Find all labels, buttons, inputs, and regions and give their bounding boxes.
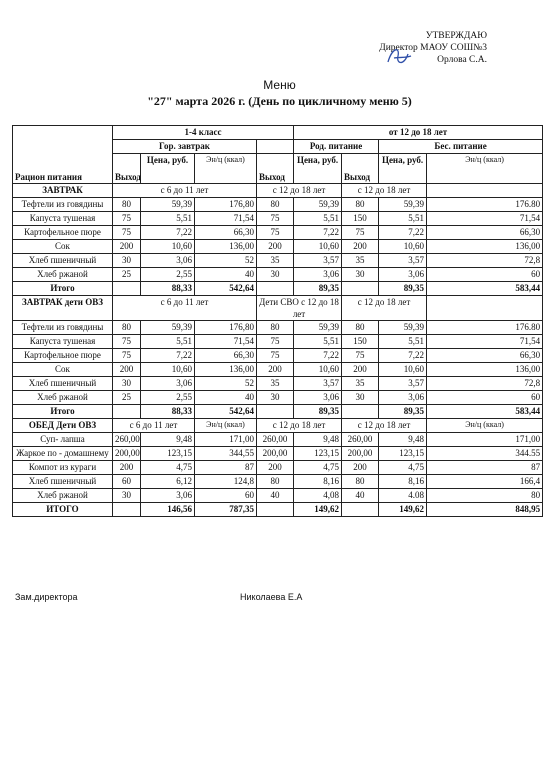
dish-name: Картофельное пюре (13, 349, 113, 363)
table-cell: 7,22 (294, 349, 342, 363)
table-cell: 30 (113, 254, 141, 268)
table-cell: 30 (113, 489, 141, 503)
table-cell: 75 (257, 335, 294, 349)
dish-name: Компот из кураги (13, 461, 113, 475)
table-row (13, 212, 543, 226)
table-cell: 4,75 (294, 461, 342, 475)
table-cell: 3,57 (294, 377, 342, 391)
table-cell: 200 (257, 363, 294, 377)
dish-name: Хлеб пшеничный (13, 254, 113, 268)
table-cell: 4,08 (294, 489, 342, 503)
total-row (13, 282, 543, 296)
table-cell: 171,00 (427, 433, 543, 447)
table-cell: 75 (342, 226, 379, 240)
table-cell: 72,8 (427, 254, 543, 268)
age-range: с 6 до 11 лет (113, 419, 195, 433)
table-cell: 200 (342, 363, 379, 377)
table-cell: 344,55 (195, 447, 257, 461)
section-header-row (13, 184, 543, 198)
table-row (13, 447, 543, 461)
table-cell: 3,57 (294, 254, 342, 268)
table-cell: 80 (113, 321, 141, 335)
table-cell: 35 (257, 377, 294, 391)
table-cell: 200 (342, 240, 379, 254)
table-cell: 5,51 (141, 212, 195, 226)
table-cell: 35 (342, 254, 379, 268)
table-cell: 150 (342, 335, 379, 349)
table-cell: 200 (113, 363, 141, 377)
table-cell: 8,16 (379, 475, 427, 489)
col-energy: Эн/ц (ккал) (195, 419, 257, 433)
total-cell: 583,44 (427, 282, 543, 296)
table-cell: 200 (113, 461, 141, 475)
table-cell: 80 (427, 489, 543, 503)
table-cell: 59,39 (379, 321, 427, 335)
table-cell: 7,22 (141, 226, 195, 240)
col-energy: Эн/ц (ккал) (427, 419, 543, 433)
section-header-row (13, 296, 543, 321)
table-cell: 80 (342, 475, 379, 489)
age-range: с 6 до 11 лет (113, 296, 257, 321)
table-cell: 30 (342, 268, 379, 282)
table-cell: 30 (342, 391, 379, 405)
table-cell: 66,30 (195, 349, 257, 363)
table-cell: 3,06 (294, 391, 342, 405)
age-range: с 6 до 11 лет (113, 184, 257, 198)
col-vyhod: Выход (113, 154, 141, 184)
table-cell: 260,00 (113, 433, 141, 447)
total-cell (257, 405, 294, 419)
total-cell: 88,33 (141, 405, 195, 419)
table-cell: 10,60 (141, 240, 195, 254)
table-cell: 5,51 (379, 212, 427, 226)
section-header-row (13, 419, 543, 433)
table-cell: 59,39 (379, 198, 427, 212)
col-price: Цена, руб. (379, 154, 427, 184)
total-cell: 542,64 (195, 282, 257, 296)
dish-name: Хлеб ржаной (13, 268, 113, 282)
table-row (13, 461, 543, 475)
table-cell: 80 (257, 475, 294, 489)
col-vyhod: Выход (257, 154, 294, 184)
age-range: с 12 до 18 лет (342, 296, 427, 321)
table-cell: 75 (257, 349, 294, 363)
dish-name: Тефтели из говядины (13, 198, 113, 212)
table-cell: 40 (342, 489, 379, 503)
table-cell: 200,00 (257, 447, 294, 461)
footer-signature-name: Николаева Е.А (240, 592, 303, 602)
group-header-12-18: от 12 до 18 лет (294, 126, 543, 140)
table-row (13, 349, 543, 363)
table-cell: 200 (113, 240, 141, 254)
dish-name: Суп- лапша (13, 433, 113, 447)
subheader-rod-pitanie: Род. питание (294, 140, 379, 154)
table-cell: 8,16 (294, 475, 342, 489)
table-cell: 3,57 (379, 377, 427, 391)
table-cell: 10,60 (141, 363, 195, 377)
table-cell: 7,22 (379, 349, 427, 363)
total-cell (113, 282, 141, 296)
table-cell: 66,30 (195, 226, 257, 240)
table-cell: 71,54 (195, 335, 257, 349)
dish-name: Хлеб ржаной (13, 391, 113, 405)
col-price: Цена, руб. (141, 154, 195, 184)
section-title: ЗАВТРАК (13, 184, 113, 198)
table-row (13, 268, 543, 282)
total-cell: 89,35 (294, 405, 342, 419)
table-cell: 66,30 (427, 226, 543, 240)
table-row (13, 475, 543, 489)
table-cell: 30 (257, 391, 294, 405)
table-cell: 59,39 (141, 321, 195, 335)
table-cell: 75 (113, 335, 141, 349)
total-cell (342, 405, 379, 419)
table-cell: 176.80 (427, 321, 543, 335)
total-cell: 787,35 (195, 503, 257, 517)
table-cell: 3,57 (379, 254, 427, 268)
total-cell (257, 503, 294, 517)
dish-name: Жаркое по - домашнему (13, 447, 113, 461)
table-cell: 176,80 (195, 321, 257, 335)
table-cell: 10,60 (294, 240, 342, 254)
total-cell (257, 282, 294, 296)
total-cell (113, 503, 141, 517)
dish-name: Картофельное пюре (13, 226, 113, 240)
table-row (13, 254, 543, 268)
empty-cell (427, 296, 543, 321)
dish-name: Хлеб пшеничный (13, 377, 113, 391)
age-range: с 12 до 18 лет (342, 184, 427, 198)
table-cell: 80 (257, 321, 294, 335)
table-cell: 75 (113, 349, 141, 363)
table-cell: 136,00 (195, 240, 257, 254)
empty-cell (427, 184, 543, 198)
total-row (13, 503, 543, 517)
table-cell: 136,00 (427, 363, 543, 377)
table-row (13, 489, 543, 503)
group-header-1-4: 1-4 класс (113, 126, 294, 140)
table-row (13, 391, 543, 405)
table-row (13, 321, 543, 335)
table-cell: 60 (195, 489, 257, 503)
total-cell: 583,44 (427, 405, 543, 419)
total-cell: 89,35 (294, 282, 342, 296)
total-cell: 88,33 (141, 282, 195, 296)
table-cell: 4,75 (141, 461, 195, 475)
table-cell: 9,48 (294, 433, 342, 447)
table-cell: 30 (113, 377, 141, 391)
total-cell: 149,62 (379, 503, 427, 517)
table-row (13, 363, 543, 377)
total-cell (113, 405, 141, 419)
table-cell: 80 (342, 321, 379, 335)
total-cell (342, 282, 379, 296)
table-cell: 10,60 (379, 240, 427, 254)
section-title: ОБЕД Дети ОВЗ (13, 419, 113, 433)
table-cell: 3,06 (141, 254, 195, 268)
table-cell: 123,15 (141, 447, 195, 461)
table-cell: 2,55 (141, 391, 195, 405)
table-row (13, 433, 543, 447)
col-vyhod: Выход (342, 154, 379, 184)
table-cell: 66,30 (427, 349, 543, 363)
table-cell: 3,06 (294, 268, 342, 282)
table-cell: 7,22 (141, 349, 195, 363)
table-cell: 71,54 (427, 212, 543, 226)
table-cell: 87 (427, 461, 543, 475)
table-cell: 80 (113, 198, 141, 212)
table-row (13, 377, 543, 391)
table-cell: 123,15 (294, 447, 342, 461)
total-cell: 848,95 (427, 503, 543, 517)
table-cell: 60 (113, 475, 141, 489)
table-cell: 25 (113, 391, 141, 405)
table-cell: 136,00 (427, 240, 543, 254)
subheader-bes-pitanie: Бес. питание (379, 140, 543, 154)
age-range: с 12 до 18 лет (257, 419, 342, 433)
total-cell: 542,64 (195, 405, 257, 419)
ration-header: Рацион питания (13, 126, 113, 184)
total-label: ИТОГО (13, 503, 113, 517)
menu-table (12, 125, 543, 517)
table-cell: 171,00 (195, 433, 257, 447)
table-cell: 40 (195, 268, 257, 282)
approval-position: Директор МАОУ СОШ№3 (379, 43, 487, 53)
table-row (13, 226, 543, 240)
dish-name: Хлеб пшеничный (13, 475, 113, 489)
col-energy: Эн/ц (ккал) (195, 154, 257, 184)
table-cell: 6,12 (141, 475, 195, 489)
age-range: с 12 до 18 лет (342, 419, 427, 433)
table-cell: 75 (257, 212, 294, 226)
table-cell: 3,06 (379, 268, 427, 282)
table-cell: 25 (113, 268, 141, 282)
table-cell: 4.08 (379, 489, 427, 503)
table-cell: 40 (257, 489, 294, 503)
table-cell: 59,39 (294, 198, 342, 212)
total-cell: 89,35 (379, 405, 427, 419)
signature-icon (384, 42, 414, 72)
total-label: Итого (13, 405, 113, 419)
table-cell: 200,00 (342, 447, 379, 461)
table-cell: 72,8 (427, 377, 543, 391)
table-cell: 123,15 (379, 447, 427, 461)
subheader-gor-zavtrak: Гор. завтрак (113, 140, 257, 154)
table-cell: 52 (195, 377, 257, 391)
dish-name: Хлеб ржаной (13, 489, 113, 503)
table-cell: 5,51 (294, 335, 342, 349)
table-cell: 60 (427, 268, 543, 282)
table-cell: 5,51 (379, 335, 427, 349)
table-row (13, 335, 543, 349)
table-cell: 30 (257, 268, 294, 282)
table-cell: 7,22 (379, 226, 427, 240)
table-cell: 176.80 (427, 198, 543, 212)
table-cell: 35 (257, 254, 294, 268)
table-cell: 2,55 (141, 268, 195, 282)
table-row (13, 240, 543, 254)
table-cell: 75 (113, 226, 141, 240)
table-cell: 9,48 (141, 433, 195, 447)
col-energy: Эн/ц (ккал) (427, 154, 543, 184)
table-cell: 200,00 (113, 447, 141, 461)
table-cell: 10,60 (294, 363, 342, 377)
table-cell: 87 (195, 461, 257, 475)
table-cell: 75 (113, 212, 141, 226)
table-cell: 40 (195, 391, 257, 405)
table-cell: 260,00 (257, 433, 294, 447)
table-cell: 166,4 (427, 475, 543, 489)
table-cell: 200 (257, 240, 294, 254)
section-title: ЗАВТРАК дети ОВЗ (13, 296, 113, 321)
table-cell: 52 (195, 254, 257, 268)
table-row (13, 198, 543, 212)
dish-name: Сок (13, 240, 113, 254)
table-cell: 176,80 (195, 198, 257, 212)
table-cell: 260,00 (342, 433, 379, 447)
approval-title: УТВЕРЖДАЮ (425, 31, 487, 41)
total-label: Итого (13, 282, 113, 296)
table-cell: 124,8 (195, 475, 257, 489)
table-cell: 5,51 (141, 335, 195, 349)
table-cell: 75 (257, 226, 294, 240)
table-cell: 3,06 (379, 391, 427, 405)
table-cell: 71,54 (427, 335, 543, 349)
page-title: Меню (263, 78, 296, 92)
page-subtitle: "27" марта 2026 г. (День по цикличному меню 5) (147, 94, 412, 108)
table-cell: 4,75 (379, 461, 427, 475)
table-cell: 7,22 (294, 226, 342, 240)
table-cell: 3,06 (141, 377, 195, 391)
empty-cell (257, 140, 294, 154)
table-cell: 136,00 (195, 363, 257, 377)
table-cell: 80 (342, 198, 379, 212)
table-cell: 5,51 (294, 212, 342, 226)
table-cell: 10,60 (379, 363, 427, 377)
table-cell: 200 (257, 461, 294, 475)
table-cell: 60 (427, 391, 543, 405)
table-cell: 59,39 (141, 198, 195, 212)
approval-name: Орлова С.А. (437, 55, 487, 65)
table-cell: 150 (342, 212, 379, 226)
total-cell: 146,56 (141, 503, 195, 517)
age-range: Дети СВО с 12 до 18 лет (257, 296, 342, 321)
total-cell: 149,62 (294, 503, 342, 517)
dish-name: Тефтели из говядины (13, 321, 113, 335)
dish-name: Капуста тушеная (13, 212, 113, 226)
table-cell: 75 (342, 349, 379, 363)
table-cell: 200 (342, 461, 379, 475)
table-cell: 344.55 (427, 447, 543, 461)
table-cell: 9,48 (379, 433, 427, 447)
total-cell: 89,35 (379, 282, 427, 296)
dish-name: Капуста тушеная (13, 335, 113, 349)
table-cell: 80 (257, 198, 294, 212)
total-cell (342, 503, 379, 517)
table-cell: 3,06 (141, 489, 195, 503)
footer-position: Зам.директора (15, 592, 78, 602)
age-range: с 12 до 18 лет (257, 184, 342, 198)
total-row (13, 405, 543, 419)
table-cell: 59,39 (294, 321, 342, 335)
table-cell: 71,54 (195, 212, 257, 226)
dish-name: Сок (13, 363, 113, 377)
table-cell: 35 (342, 377, 379, 391)
col-price: Цена, руб. (294, 154, 342, 184)
